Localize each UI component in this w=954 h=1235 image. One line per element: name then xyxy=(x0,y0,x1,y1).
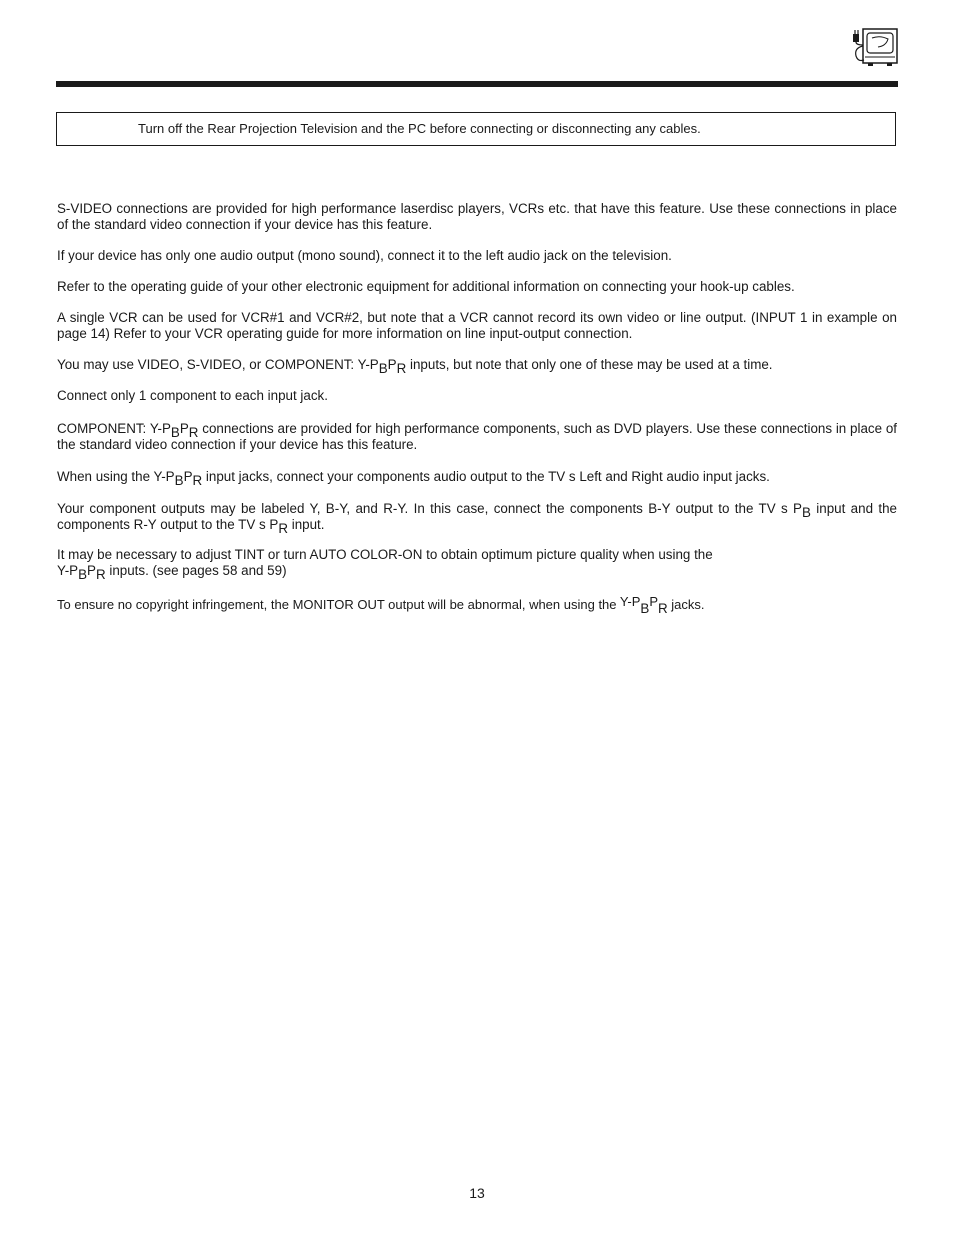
subscript-r: R xyxy=(188,425,199,440)
paragraph-component: COMPONENT: $Y-P_BP_R$ connections are provided for high performance components, such as DVD players. Use these connections in place of the standard video connection if your device has this feature. xyxy=(57,421,897,452)
subscript-b: B xyxy=(378,361,388,376)
paragraph-one-component: Connect only 1 component to each input jack. xyxy=(57,388,328,403)
caution-notice-text: Turn off the Rear Projection Television and the PC before connecting or disconnecting any cables. xyxy=(138,121,701,136)
subscript-b: B xyxy=(174,473,184,488)
subscript-r: R xyxy=(95,567,106,582)
paragraph-mono-audio: If your device has only one audio output (mono sound), connect it to the left audio jack on the television. xyxy=(57,248,672,263)
paragraph-copyright: To ensure no copyright infringement, the MONITOR OUT output will be abnormal, when using the $Y-P_BP_R$ jacks. xyxy=(57,594,705,616)
paragraph-svideo: S-VIDEO connections are provided for high performance laserdisc players, VCRs etc. that have this feature. Use these connections in place of the standard video connection if your device has this feature. xyxy=(57,201,897,232)
paragraph-input-choice: You may use VIDEO, S-VIDEO, or COMPONENT: $Y-P_BP_R$ inputs, but note that only one of these may be used at a time. xyxy=(57,357,773,376)
subscript-b: B xyxy=(640,601,650,616)
paragraph-labeled-outputs: Your component outputs may be labeled Y, B-Y, and R-Y. In this case, connect the components B-Y output to the TV s $P_B$ input and the components R-Y output to the TV s $P_R$ input. xyxy=(57,501,897,536)
subscript-b: B xyxy=(78,567,88,582)
subscript-r: R xyxy=(192,473,203,488)
subscript-b: B xyxy=(801,505,811,520)
subscript-r: R xyxy=(396,361,407,376)
tv-with-plug-icon xyxy=(850,26,900,68)
paragraph-tint: It may be necessary to adjust TINT or turn AUTO COLOR-ON to obtain optimum picture quality when using the $Y-P_BP_R$ inputs. (see pages 58 and 59) xyxy=(57,547,713,582)
subscript-b: B xyxy=(170,425,180,440)
caution-notice-box xyxy=(56,112,896,146)
paragraph-operating-guide: Refer to the operating guide of your other electronic equipment for additional information on connecting your hook-up cables. xyxy=(57,279,795,294)
page-number: 13 xyxy=(469,1185,485,1201)
header-rule xyxy=(56,81,898,87)
paragraph-single-vcr: A single VCR can be used for VCR#1 and VCR#2, but note that a VCR cannot record its own video or line output. (INPUT 1 in example on page 14) Refer to your VCR operating guide for more information on line input-output connection. xyxy=(57,310,897,341)
subscript-r: R xyxy=(278,521,288,536)
paragraph-audio-jacks: When using the $Y-P_BP_R$ input jacks, connect your components audio output to the TV s Left and Right audio input jacks. xyxy=(57,469,770,488)
subscript-r: R xyxy=(658,601,668,616)
